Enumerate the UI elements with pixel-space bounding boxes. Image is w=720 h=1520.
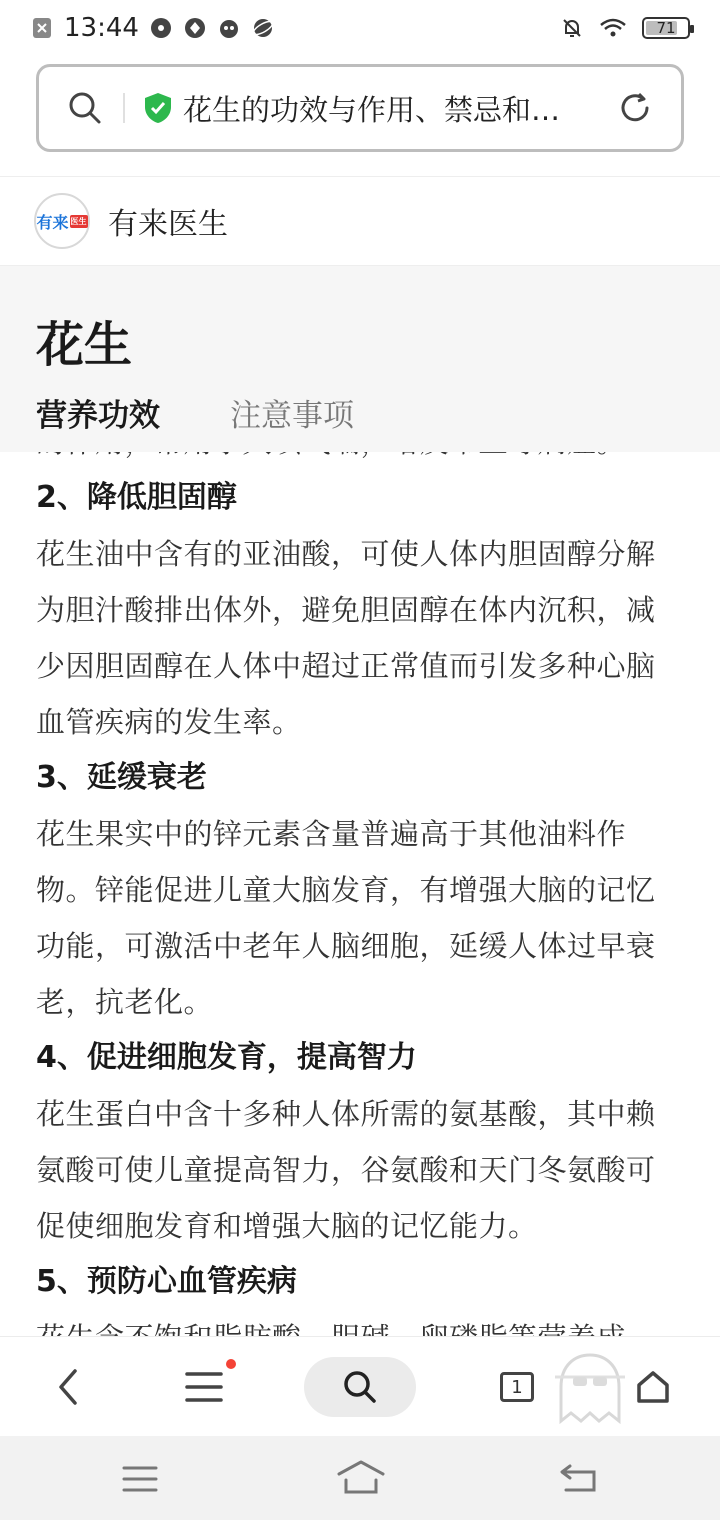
search-divider <box>123 93 125 123</box>
article-tabs <box>36 390 354 435</box>
status-bar <box>0 0 720 56</box>
site-logo-tag: 医生 <box>70 216 87 226</box>
refresh-icon[interactable] <box>617 90 653 126</box>
tab-precautions[interactable]: 注意事项 <box>230 398 354 434</box>
status-time: 13:44 <box>64 13 139 43</box>
search-query[interactable]: 花生的功效与作用、禁忌和… <box>183 92 561 127</box>
section-heading: 3、延缓衰老 <box>36 760 207 795</box>
tabs-button[interactable] <box>492 1337 542 1437</box>
search-button[interactable] <box>304 1337 416 1437</box>
back-icon[interactable] <box>560 1460 598 1496</box>
address-bar[interactable] <box>36 64 684 152</box>
tabs-icon <box>500 1372 534 1402</box>
ghost-icon <box>551 1347 629 1427</box>
shield-check-icon <box>143 92 173 124</box>
article-content <box>0 432 720 1336</box>
back-icon <box>55 1367 81 1407</box>
planet-app-icon <box>251 16 275 40</box>
paragraph: 花生蛋白中含十多种人体所需的氨基酸，其中赖氨酸可使儿童提高智力，谷氨酸和天门冬氨酸可促使细胞发育和增强大脑的记忆能力。 <box>36 1097 656 1243</box>
search-icon <box>342 1369 378 1405</box>
home-icon[interactable] <box>336 1458 386 1496</box>
wifi-icon <box>598 16 628 40</box>
paragraph: 花生果实中的锌元素含量普遍高于其他油料作物。锌能促进儿童大脑发育，有增强大脑的记忆功能，可激活中老年人脑细胞，延缓人体过早衰老，抗老化。 <box>36 817 656 1019</box>
recent-apps-icon[interactable] <box>122 1464 158 1494</box>
cat-app-icon <box>217 16 241 40</box>
menu-icon <box>185 1370 223 1404</box>
mute-bell-icon <box>560 16 584 40</box>
section-heading: 5、预防心血管疾病 <box>36 1264 297 1299</box>
app-notification-icon <box>183 16 207 40</box>
site-logo[interactable] <box>34 193 90 249</box>
battery-level: 71 <box>656 19 676 37</box>
paragraph: 花生油中含有的亚油酸，可使人体内胆固醇分解为胆汁酸排出体外，避免胆固醇在体内沉积，减少因胆固醇在人体中超过正常值而引发多种心脑血管疾病的发生率。 <box>36 537 656 739</box>
section-heading: 2、降低胆固醇 <box>36 480 237 515</box>
system-navigation-bar <box>0 1436 720 1520</box>
tab-nutrition-effects[interactable]: 营养功效 <box>36 398 160 434</box>
site-name[interactable]: 有来医生 <box>108 207 228 242</box>
article-header <box>0 266 720 452</box>
site-logo-text: 有来 <box>36 212 69 232</box>
close-notification-icon <box>30 16 54 40</box>
home-button[interactable] <box>628 1337 678 1437</box>
pinwheel-icon <box>149 16 173 40</box>
battery-indicator <box>642 17 690 39</box>
home-icon <box>635 1369 671 1405</box>
menu-button[interactable] <box>172 1337 236 1437</box>
browser-toolbar <box>0 1336 720 1436</box>
ghost-mascot[interactable] <box>548 1337 632 1437</box>
page-title: 花生 <box>36 317 133 373</box>
tab-count: 1 <box>511 1376 523 1398</box>
back-button[interactable] <box>38 1337 98 1437</box>
search-icon[interactable] <box>67 90 103 126</box>
search-pill[interactable] <box>304 1357 416 1417</box>
site-header[interactable] <box>0 176 720 266</box>
section-heading: 4、促进细胞发育，提高智力 <box>36 1040 417 1075</box>
notification-dot <box>226 1359 236 1369</box>
